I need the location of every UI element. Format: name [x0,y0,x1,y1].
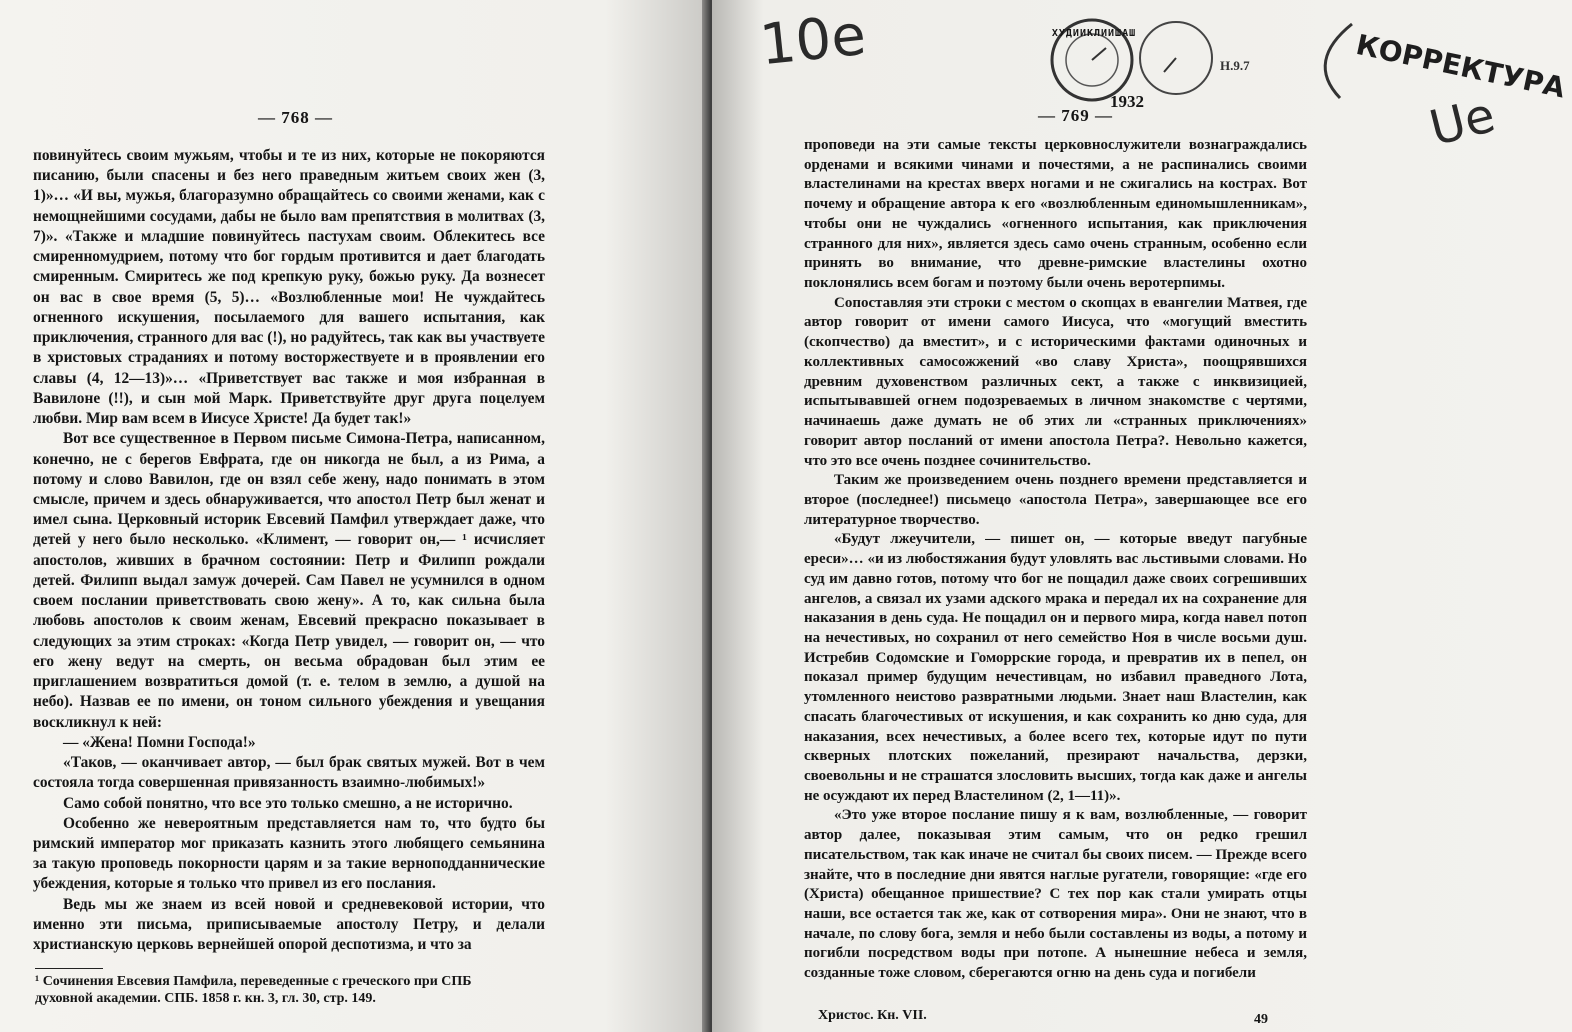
footnote-rule [35,968,103,969]
left-paragraph-3: — «Жена! Помни Господа!» [63,733,256,751]
stamp-code: Н.9.7 [1220,58,1250,73]
left-paragraph-2: Вот все существенное в Первом письме Симона-Петра, написанном, конечно, не с берегов Евфрата, где он никогда не был, а из Рима, а потому и слово Вавилон, где он взял себе жену, надо понимать в этом смысле, причем и здесь обнаруживается, что апостол Петр был женат и имел сына. Церковный историк Евсевий Памфил утверждает даже, что детей у него было несколько. «Климент, — говорит он,— ¹ исчисляет апостолов, живших в брачном состоянии: Петр и Филипп рождали детей. Филипп выдал замуж дочерей. Сам Павел не усумнился в одном своем послании приветствовать свою жену». А то, как сильна была любовь апостолов к своим женам, Евсевий прекрасно показывает в следующих за этим строках: «Когда Петр увидел, — говорит он, — что его жену ведут на смерть, он весьма обрадован был этим ее приглашением возвратиться домой (т. е. телом в землю, а душой на небо). Назвав ее по имени, он тоном сильного убеждения и увещания воскликнул к ней: [33,430,545,731]
date-stamp-icon [1044,12,1214,104]
right-page [712,0,1572,1032]
handwritten-initials: Ue [1424,87,1501,157]
left-page-text [33,146,545,955]
pen-stroke-icon [1312,18,1372,108]
footer-signature: Христос. Кн. VII. [818,1008,927,1023]
left-paragraph-5: Само собой понятно, что все это только смешно, а не исторично. [63,794,513,812]
left-paragraph-4: «Таков, — оканчивает автор, — был брак святых мужей. Вот в чем состояла тогда совершенная привязанность взаимно-любимых!» [33,754,545,792]
right-paragraph-4: «Будут лжеучители, — пишет он, — которые введут пагубные ереси»… «и из любостяжания будут уловлять вас льстивыми словами. Но суд им давно готов, потому что бог не пощадил даже своих согрешивших ангелов, а связал их узами адского мрака и передал их на сохранение для наказания в день суда. Не пощадил он и первого мира, когда навел потоп на нечестивых, но сохранил от него семейство Ноя в числе восьми душ. Истребив Содомские и Гоморрские города, и превратив их в пепел, он показал пример будущим нечестивцам, но избавил праведного Лота, утомленного неистово развратными людьми. Знает наш Властелин, как спасать благочестивых от искушения, и как сохранить ко дню суда, для наказания, всех нечестивых, а более всего тех, которые идут по пути скверных плотских пожеланий, презирают начальства, дерзки, своевольны и не страшатся злословить высших, тогда как даже и ангелы не осуждают их перед Властелином (2, 1—11)». [804,531,1307,804]
right-paragraph-3: Таким же произведением очень позднего времени представляется и второе (последнее!) письмецо «апостола Петра», завершающее все его литературное творчество. [804,472,1307,528]
right-paragraph-5: «Это уже второе послание пишу я к вам, возлюбленные, — говорит автор далее, показывая этим самым, что он редко грешил писательством, так как иначе не считал бы своих писем. — Прежде всего знайте, что в последние дни явятся наглые ругатели, говорящие: «где его (Христа) обещанное пришествие? С тех пор как стали умирать отцы наши, все остается так же, как от сотворения мира». Они не знают, что в начале, по слову бога, земля и небо были составлены из воды, а потому и погибли посредством воды при потопе. А нынешние небеса и земля, созданные тоже словом, сберегаются огню на день суда и погибели [804,807,1307,982]
proof-stamp: КОРРЕКТУРА [1353,28,1568,105]
left-paragraph-6: Особенно же невероятным представляется нам то, что будто бы римский император мог приказать казнить этого любящего семьянина за такую проповедь покорности царям и за такие верноподданнические убеждения, которые я только что привел из его послания. [33,814,545,893]
left-footnote: ¹ Сочинения Евсевия Памфила, переведенные с греческого при СПБ духовной академии. СПБ. 1858 г. кн. 3, гл. 30, стр. 149. [35,974,472,1006]
handwritten-page-mark: 10e [756,2,869,79]
stamp-year: 1932 [1110,92,1144,111]
right-page-text [804,136,1307,984]
right-page-number: — 769 — [1038,106,1113,125]
footer-sheet-number: 49 [1254,1012,1268,1027]
left-page [0,0,712,1032]
right-paragraph-1: проповеди на эти самые тексты церковнослужители вознаграждались орденами и всякими чинами и почестями, а не распинались своими властелинами на крестах вверх ногами и не сжигались на кострах. Вот почему и обращение автора к его «возлюбленным единомышленникам», чтобы они не чуждались «огненного испытания, как приключения странного для них», является здесь само очень странным, особенно если принять во внимание, что древне-римские властелины охотно поклонялись всем богам и поэтому были очень веротерпимы. [804,137,1307,292]
right-paragraph-2: Сопоставляя эти строки с местом о скопцах в евангелии Матвея, где автор говорит от имени самого Иисуса, что «могущий вместить (скопчество) да вместит», и с историческими фактами одиночных и коллективных самосожжений «во славу Христа», поощрявшихся древним духовенством различных сект, а также с инквизицией, испытывавшей огнем подозреваемых в личном знакомстве с чертями, начинаешь даже думать не об этих ли «странных приключениях» говорит автор посланий от имени апостола Петра?. Невольно кажется, что это все очень позднее сочинительство. [804,294,1307,469]
left-paragraph-1: повинуйтесь своим мужьям, чтобы и те из них, которые не покоряются писанию, были спасены и без него праведным житьем своих жен (3, 1)»… «И вы, мужья, благоразумно обращайтесь со своими женами, как с немощнейшими сосудами, дабы не было вам препятствия в молитвах (3, 7)». «Также и младшие повинуйтесь пастухам своим. Облекитесь все смиренномудрием, потому что бог гордым противится и дает благодать смиренным. Смиритесь же под крепкую руку, божью руку. Да вознесет он вас в свое время (5, 5)… «Возлюбленные мои! Не чуждайтесь огненного искушения, посылаемого для вашего испытания, как приключения, странного для вас (!), но радуйтесь, так как вы участвуете в христовых страданиях и потому восторжествуете и в проявлении его славы (4, 12—13)»… «Приветствует вас также и моя избранная в Вавилоне (!!), и сын мой Марк. Приветствуйте друг друга поцелуем любви. Мир вам всем в Иисусе Христе! Да будет так!» [33,147,545,428]
left-paragraph-7: Ведь мы же знаем из всей новой и средневековой истории, что именно эти письма, приписываемые апостолу Петру, и делали христианскую церковь вернейшей опорой деспотизма, и что за [33,895,545,954]
left-page-number: — 768 — [258,108,333,127]
stamp-ring-text: ХУДИИКЛИИШАШ [1051,28,1137,39]
